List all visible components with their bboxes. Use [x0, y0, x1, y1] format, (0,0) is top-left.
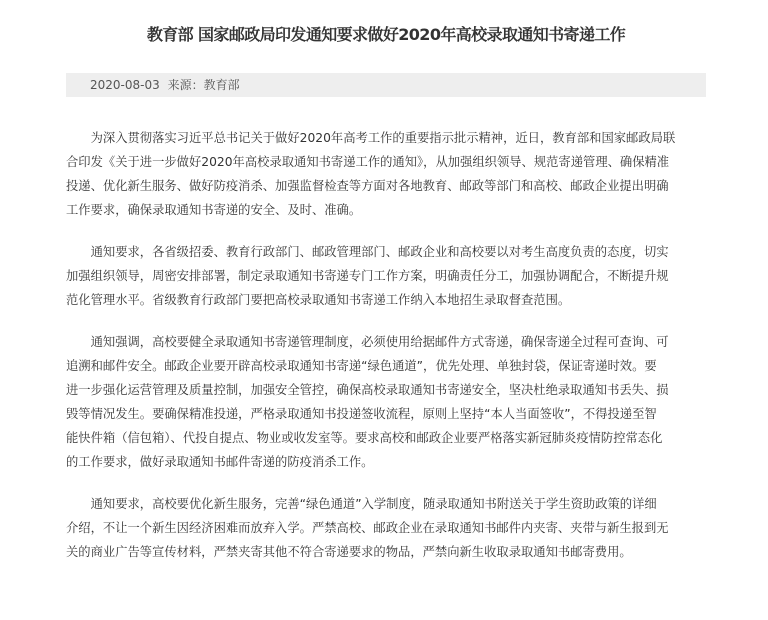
paragraph-2: 通知要求，各省级招委、教育行政部门、邮政管理部门、邮政企业和高校要以对考生高度负责的态度，切实 加强组织领导，周密安排部署，制定录取通知书寄递专门工作方案，明确责任分工，加强协调配合，不断提升规 范化管理水平。省级教育行政部门要把高校录取通知书寄递工作纳入本地招生录取督查范围。 — [66, 245, 669, 307]
article — [66, 0, 706, 582]
article-meta-bar — [66, 73, 706, 97]
article-body — [66, 126, 706, 564]
article-title: 教育部 国家邮政局印发通知要求做好2020年高校录取通知书寄递工作 — [146, 25, 626, 44]
paragraph-4: 通知要求，高校要优化新生服务，完善“绿色通道”入学制度，随录取通知书附送关于学生资助政策的详细 介绍，不让一个新生因经济困难而放弃入学。严禁高校、邮政企业在录取通知书邮件内夹寄、夹带与新生报到无 关的商业广告等宣传材料，严禁夹寄其他不符合寄递要求的物品，严禁向新生收取录取通知书邮寄费用。 — [66, 497, 669, 559]
paragraph-1: 为深入贯彻落实习近平总书记关于做好2020年高考工作的重要指示批示精神，近日，教育部和国家邮政局联 合印发《关于进一步做好2020年高校录取通知书寄递工作的通知》，从加强组织领导、规范寄递管理、确保精准 投递、优化新生服务、做好防疫消杀、加强监督检查等方面对各地教育、邮政等部门和高校、邮政企业提出明确 工作要求，确保录取通知书寄递的安全、及时、准确。 — [66, 131, 676, 217]
article-source: 来源：教育部 — [167, 78, 240, 92]
publish-date: 2020-08-03 — [90, 78, 160, 92]
paragraph-3: 通知强调，高校要健全录取通知书寄递管理制度，必须使用给据邮件方式寄递，确保寄递全过程可查询、可 追溯和邮件安全。邮政企业要开辟高校录取通知书寄递“绿色通道”，优先处理、单独封袋，保证寄递时效。要 进一步强化运营管理及质量控制，加强安全管控，确保高校录取通知书寄递安全，坚决杜绝录取通知书丢失、损 毁等情况发生。要确保精准投递，严格录取通知书投递签收流程，原则上坚持“本人当面签收”，不得投递至智 能快件箱（信包箱）、代投自提点、物业或收发室等。要求高校和邮政企业要严格落实新冠肺炎疫情防控常态化 的工作要求，做好录取通知书邮件寄递的防疫消杀工作。 — [66, 335, 669, 469]
